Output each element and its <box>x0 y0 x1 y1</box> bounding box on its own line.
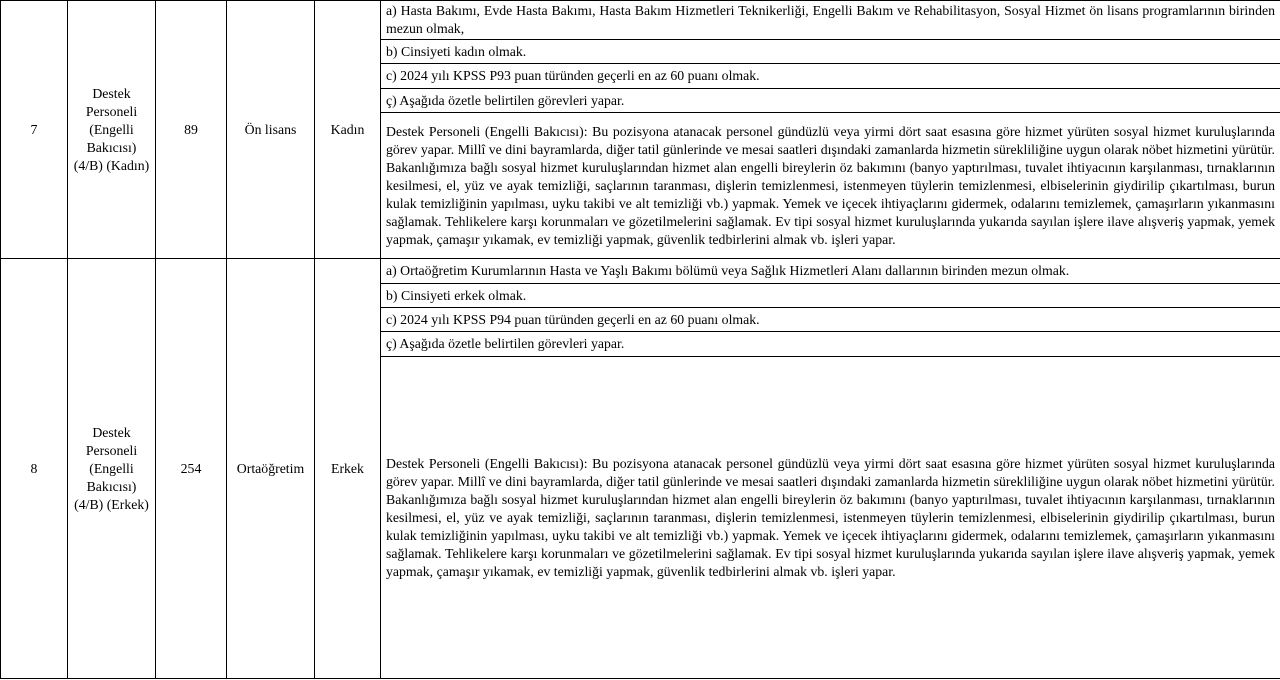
position-title: Destek Personeli (Engelli Bakıcısı) (4/B) (Erkek) <box>68 259 156 679</box>
education-level: Ortaöğretim <box>227 259 315 679</box>
gender: Erkek <box>315 259 381 679</box>
position-count: 89 <box>156 1 227 259</box>
table-row <box>1 1 1280 40</box>
requirement-a: a) Ortaöğretim Kurumlarının Hasta ve Yaşlı Bakımı bölümü veya Sağlık Hizmetleri Alanı dallarının birinden mezun olmak. <box>381 259 1280 284</box>
requirement-b: b) Cinsiyeti erkek olmak. <box>381 284 1280 308</box>
requirement-c: c) 2024 yılı KPSS P94 puan türünden geçerli en az 60 puanı olmak. <box>381 308 1280 332</box>
row-number: 7 <box>1 1 68 259</box>
education-level: Ön lisans <box>227 1 315 259</box>
requirement-b: b) Cinsiyeti kadın olmak. <box>381 40 1280 64</box>
position-count: 254 <box>156 259 227 679</box>
requirement-a: a) Hasta Bakımı, Evde Hasta Bakımı, Hasta Bakım Hizmetleri Teknikerliği, Engelli Bakım ve Rehabilitasyon, Sosyal Hizmet ön lisans programlarının birinden mezun olmak, <box>381 1 1280 40</box>
gender: Kadın <box>315 1 381 259</box>
requirement-c-cedilla: ç) Aşağıda özetle belirtilen görevleri yapar. <box>381 332 1280 357</box>
row-number: 8 <box>1 259 68 679</box>
requirement-c: c) 2024 yılı KPSS P93 puan türünden geçerli en az 60 puanı olmak. <box>381 64 1280 89</box>
table-row <box>1 259 1280 284</box>
position-title: Destek Personeli (Engelli Bakıcısı) (4/B) (Kadın) <box>68 1 156 259</box>
requirement-c-cedilla: ç) Aşağıda özetle belirtilen görevleri yapar. <box>381 89 1280 113</box>
duties-description: Destek Personeli (Engelli Bakıcısı): Bu pozisyona atanacak personel gündüzlü veya yirmi dört saat esasına göre hizmet yürüten sosyal hizmet kuruluşlarında görev yapar. Millî ve dini bayramlarda, diğer tatil günlerinde ve mesai saatleri dışındaki zamanlarda hizmetin sürekliliğine uygun olarak nöbet hizmetini yürütür. Bakanlığımıza bağlı sosyal hizmet kuruluşlarından hizmet alan engelli bireylerin öz bakımını (banyo yaptırılması, tuvalet ihtiyacının karşılanması, tırnaklarının kesilmesi, el, yüz ve ayak temizliği, saçlarının taranması, dişlerin temizlenmesi, istenmeyen tüylerin temizlenmesi, elbiselerinin giydirilip çıkartılması, burun kulak temizliğinin yapılması, uyku takibi ve alt temizliği vb.) yapmak. Yemek ve içecek ihtiyaçlarını gidermek, odalarını temizlemek, çamaşırların yıkanmasını sağlamak. Tehlikelere karşı korunmaları ve gözetilmelerini sağlamak. Ev tipi sosyal hizmet kuruluşlarında yukarıda sayılan işlere ilave alışveriş yapmak, yemek yapmak, çamaşır yıkamak, ev temizliği yapmak, güvenlik tedbirlerini almak vb. işleri yapar. <box>381 113 1280 259</box>
duties-description: Destek Personeli (Engelli Bakıcısı): Bu pozisyona atanacak personel gündüzlü veya yirmi dört saat esasına göre hizmet yürüten sosyal hizmet kuruluşlarında görev yapar. Millî ve dini bayramlarda, diğer tatil günlerinde ve mesai saatleri dışındaki zamanlarda hizmetin sürekliliğine uygun olarak nöbet hizmetini yürütür. Bakanlığımıza bağlı sosyal hizmet kuruluşlarından hizmet alan engelli bireylerin öz bakımını (banyo yaptırılması, tuvalet ihtiyacının karşılanması, tırnaklarının kesilmesi, el, yüz ve ayak temizliği, saçlarının taranması, dişlerin temizlenmesi, istenmeyen tüylerin temizlenmesi, elbiselerinin giydirilip çıkartılması, burun kulak temizliğinin yapılması, uyku takibi ve alt temizliği vb.) yapmak. Yemek ve içecek ihtiyaçlarını gidermek, odalarını temizlemek, çamaşırların yıkanmasını sağlamak. Tehlikelere karşı korunmaları ve gözetilmelerini sağlamak. Ev tipi sosyal hizmet kuruluşlarında yukarıda sayılan işlere ilave alışveriş yapmak, yemek yapmak, çamaşır yıkamak, ev temizliği yapmak, güvenlik tedbirlerini almak vb. işleri yapar. <box>381 357 1280 679</box>
